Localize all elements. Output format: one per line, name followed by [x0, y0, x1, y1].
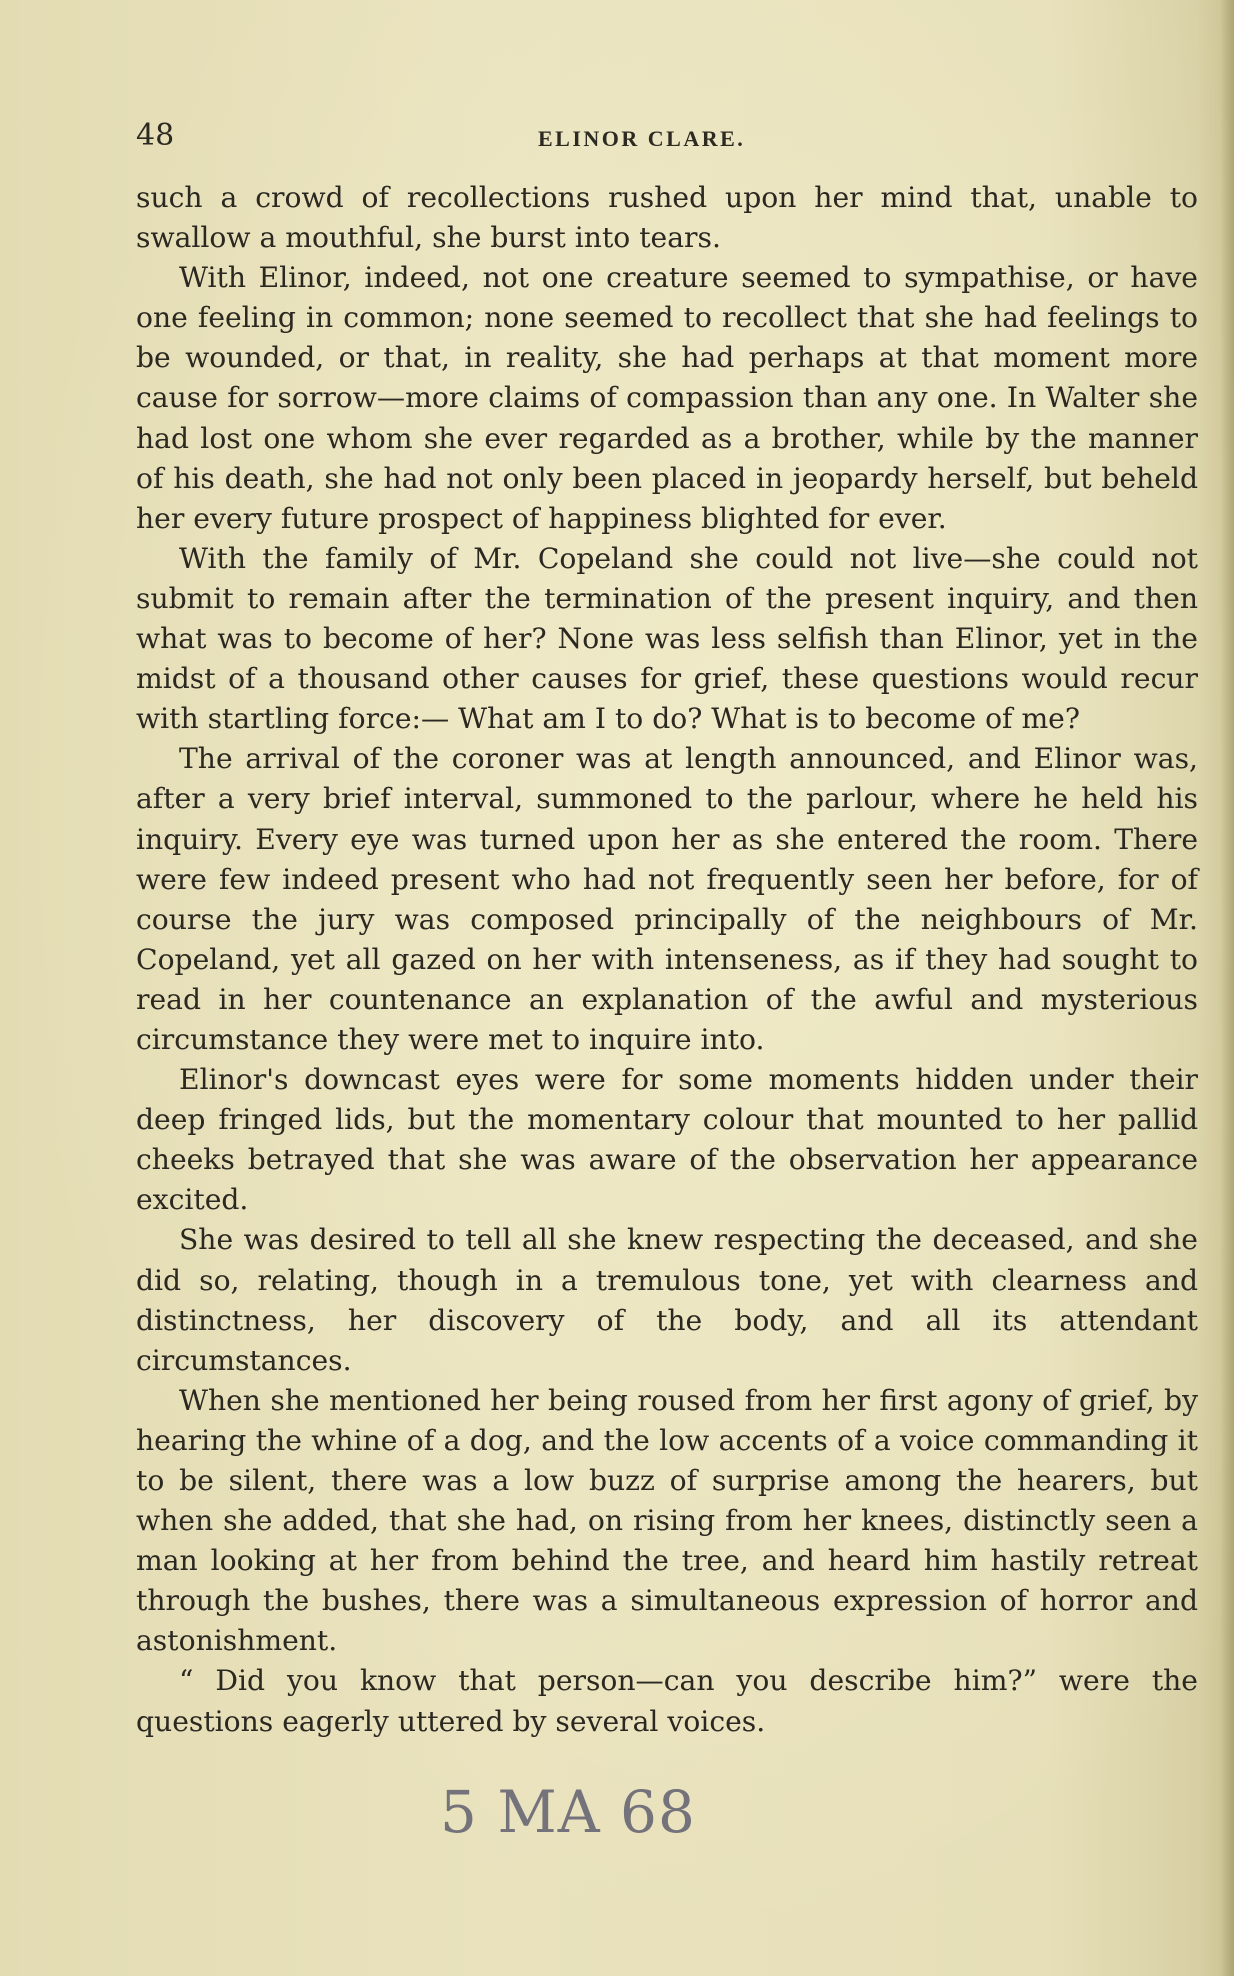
paragraph: When she mentioned her being roused from her first agony of grief, by hearing the whine of a dog, and the low accents of a voice commanding it to be silent, there was a low buzz of surprise among the hearers, but when she added, that she had, on rising from her knees, distinctly seen a man looking at her from behind the tree, and heard him hastily retreat through the bushes, there was a simultaneous expression of horror and astonishment. — [136, 1383, 1198, 1658]
paragraph: The arrival of the coroner was at length announced, and Elinor was, after a very brief interval, summoned to the parlour, where he held his inquiry. Every eye was turned upon her as she entered the room. There were few indeed present who had not frequently seen her before, for of course the jury was composed principally of the neighbours of Mr. Copeland, yet all gazed on her with intenseness, as if they had sought to read in her countenance an explanation of the awful and mysterious circumstance they were met to inquire into. — [136, 742, 1198, 1056]
paragraph: “ Did you know that person—can you describe him?” were the questions eagerly uttered by several voices. — [136, 1664, 1198, 1738]
paragraph: With the family of Mr. Copeland she could not live—she could not submit to remain after the termination of the present inquiry, and then what was to become of her? None was less selfish than Elinor, yet in the midst of a thousand other causes for grief, these questions would recur with startling force:— What am I to do? What is to become of me? — [136, 541, 1198, 736]
paragraph: She was desired to tell all she knew respecting the deceased, and she did so, relating, though in a tremulous tone, yet with clearness and distinctness, her discovery of the body, and all its attendant circumstances. — [136, 1223, 1198, 1377]
paragraph-continuation: such a crowd of recollections rushed upon her mind that, unable to swallow a mouthful, she burst into tears. — [136, 181, 1198, 255]
page-number: 48 — [136, 118, 175, 153]
paragraph: Elinor's downcast eyes were for some moments hidden under their deep fringed lids, but the momentary colour that mounted to her pallid cheeks betrayed that she was aware of the observation her appearance excited. — [136, 1063, 1198, 1217]
page-edge-shadow — [1220, 0, 1234, 1976]
body-text — [136, 178, 1198, 1742]
running-title: ELINOR CLARE. — [538, 126, 746, 151]
page-header — [136, 118, 1196, 158]
paragraph: With Elinor, indeed, not one creature seemed to sympathise, or have one feeling in common; none seemed to recollect that she had feelings to be wounded, or that, in reality, she had perhaps at that moment more cause for sorrow—more claims of compassion than any one. In Walter she had lost one whom she ever regarded as a brother, while by the manner of his death, she had not only been placed in jeopardy herself, but beheld her every future prospect of happiness blighted for ever. — [136, 261, 1198, 535]
library-date-stamp: 5 MA 68 — [440, 1778, 696, 1846]
